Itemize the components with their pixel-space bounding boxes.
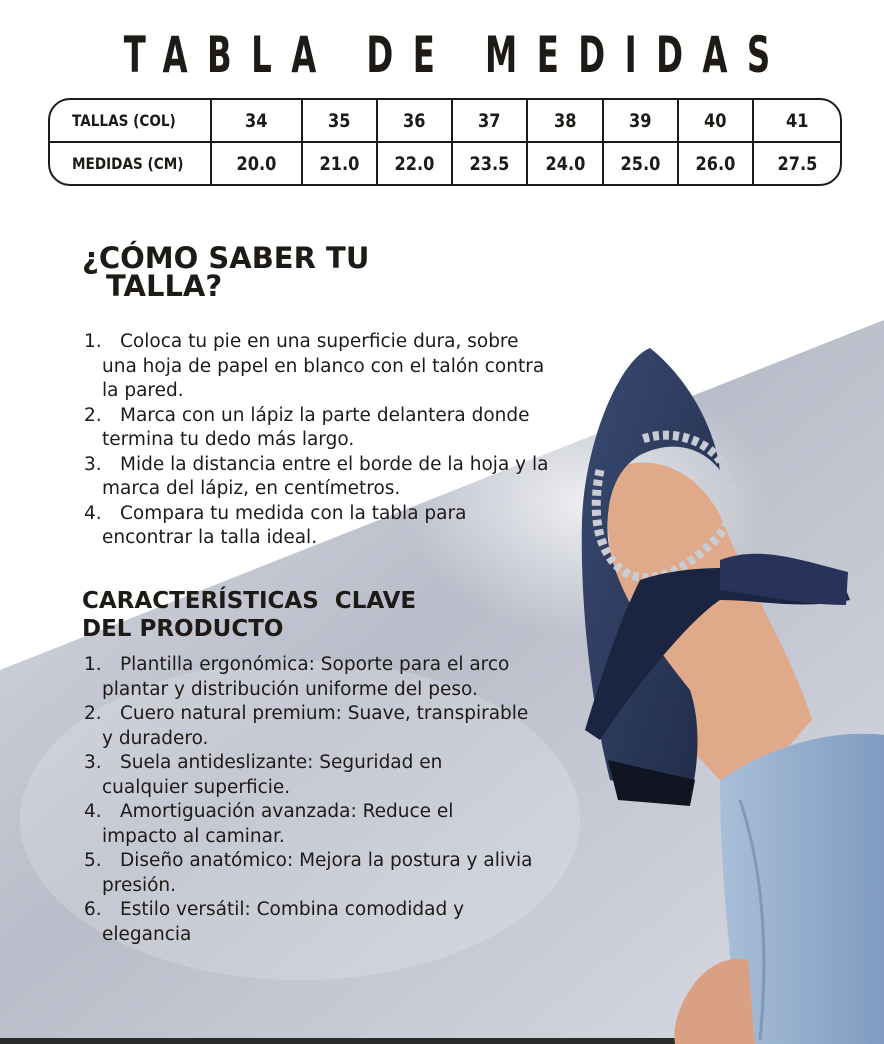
size-cell: 39 <box>603 100 678 142</box>
measures-row <box>50 142 840 184</box>
sizes-row-label: TALLAS (COL) <box>50 100 211 142</box>
list-item: 1. Coloca tu pie en una superficie dura, sobre una hoja de papel en blanco con el talón contra la pared. <box>84 331 545 401</box>
measure-cell: 26.0 <box>678 142 753 184</box>
size-cell: 40 <box>678 100 753 142</box>
measure-cell: 20.0 <box>211 142 302 184</box>
how-to-steps <box>84 330 554 551</box>
measure-cell: 23.5 <box>452 142 527 184</box>
list-item: 1. Plantilla ergonómica: Soporte para el arco plantar y distribución uniforme del peso. <box>84 654 510 700</box>
list-item: 3. Mide la distancia entre el borde de la hoja y la marca del lápiz, en centímetros. <box>84 453 549 499</box>
measure-cell: 22.0 <box>377 142 452 184</box>
sizes-row <box>50 100 840 142</box>
how-to-heading-line1: ¿CÓMO SABER TU <box>82 241 370 275</box>
size-cell: 36 <box>377 100 452 142</box>
size-cell: 38 <box>527 100 603 142</box>
size-table <box>48 98 842 186</box>
list-item: 2. Cuero natural premium: Suave, transpirable y duradero. <box>84 703 529 749</box>
page-title: TABLA DE MEDIDAS <box>123 26 790 84</box>
size-cell: 35 <box>302 100 377 142</box>
list-item: 3. Suela antideslizante: Seguridad en cualquier superficie. <box>84 752 443 798</box>
measure-cell: 25.0 <box>603 142 678 184</box>
measure-cell: 27.5 <box>777 152 817 175</box>
size-cell: 34 <box>211 100 302 142</box>
list-item: 5. Diseño anatómico: Mejora la postura y alivia presión. <box>84 850 533 896</box>
features-heading-line2: DEL PRODUCTO <box>82 616 284 642</box>
measure-cell: 21.0 <box>302 142 377 184</box>
list-item: 4. Amortiguación avanzada: Reduce el impacto al caminar. <box>84 801 454 847</box>
features-list <box>84 653 534 947</box>
list-item: 2. Marca con un lápiz la parte delantera donde termina tu dedo más largo. <box>84 404 530 450</box>
features-heading <box>82 587 462 643</box>
list-item: 6. Estilo versátil: Combina comodidad y elegancia <box>84 899 465 945</box>
size-cell: 37 <box>452 100 527 142</box>
size-cell: 41 <box>753 100 840 142</box>
how-to-heading <box>82 241 422 303</box>
features-heading-line1: CARACTERÍSTICAS CLAVE <box>82 588 417 614</box>
list-item: 4. Compara tu medida con la tabla para encontrar la talla ideal. <box>84 502 467 548</box>
measure-cell: 24.0 <box>527 142 603 184</box>
measures-row-label: MEDIDAS (CM) <box>50 142 211 184</box>
how-to-heading-line2: TALLA? <box>106 269 223 303</box>
